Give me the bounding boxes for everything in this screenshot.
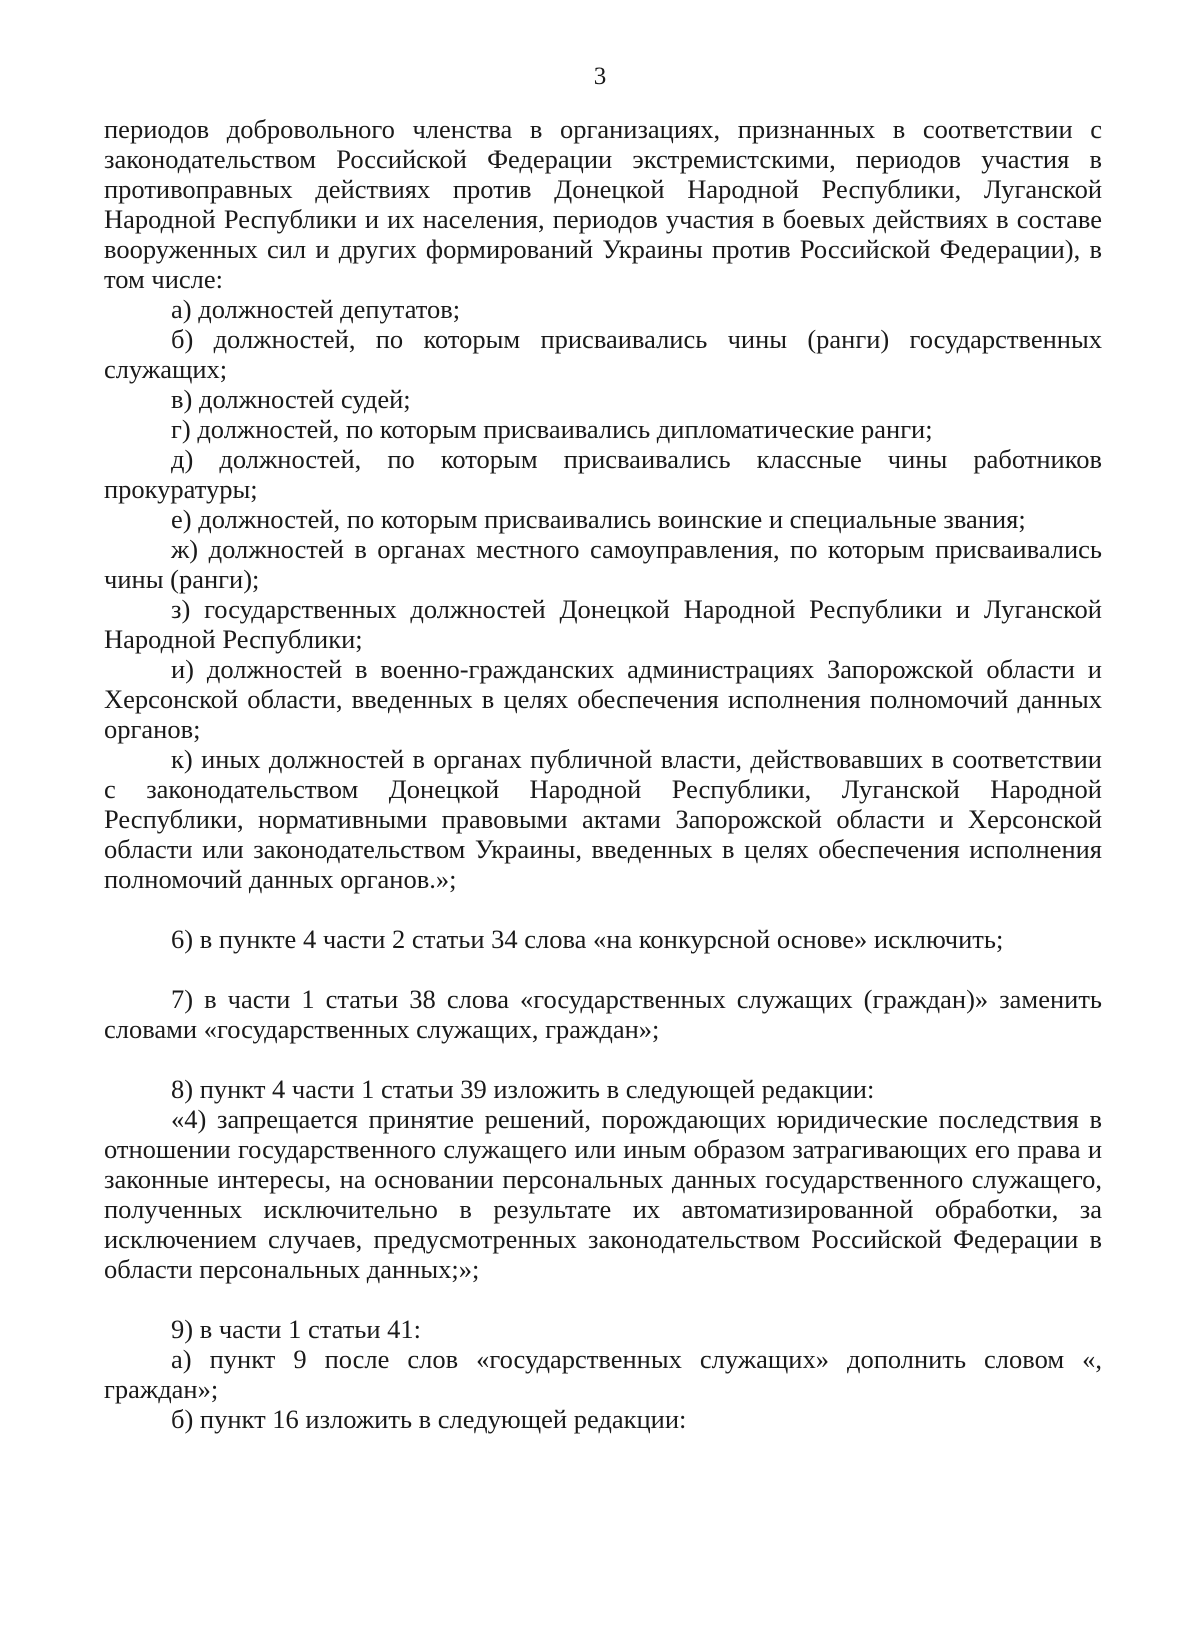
paragraph-continuation: периодов добровольного членства в организациях, признанных в соответствии с законодательством Российской Федерации экстремистскими, периодов участия в противоправных действиях против Донецкой Народной Республики, Луганской Народной Республики и их населения, периодов участия в боевых действиях в составе вооруженных сил и других формирований Украины против Российской Федерации), в том числе: — [104, 114, 1102, 294]
list-item-d: д) должностей, по которым присваивались классные чины работников прокуратуры; — [104, 444, 1102, 504]
list-item-z: з) государственных должностей Донецкой Народной Республики и Луганской Народной Республики; — [104, 594, 1102, 654]
list-item-v: в) должностей судей; — [171, 384, 411, 414]
document-body — [104, 114, 1102, 1434]
list-item-zh: ж) должностей в органах местного самоуправления, по которым присваивались чины (ранги); — [104, 534, 1102, 594]
amendment-item-6: 6) в пункте 4 части 2 статьи 34 слова «на конкурсной основе» исключить; — [171, 924, 1004, 954]
sub-item-b: б) пункт 16 изложить в следующей редакции: — [171, 1404, 687, 1434]
list-item-e: е) должностей, по которым присваивались воинские и специальные звания; — [171, 504, 1026, 534]
list-item-b: б) должностей, по которым присваивались чины (ранги) государственных служащих; — [104, 324, 1102, 384]
amendment-item-7: 7) в части 1 статьи 38 слова «государственных служащих (граждан)» заменить словами «государственных служащих, граждан»; — [104, 984, 1102, 1044]
page-number: 3 — [593, 63, 607, 90]
amendment-item-9: 9) в части 1 статьи 41: — [171, 1314, 422, 1344]
list-item-g: г) должностей, по которым присваивались дипломатические ранги; — [171, 414, 933, 444]
quoted-provision: «4) запрещается принятие решений, порождающих юридические последствия в отношении государственного служащего или иным образом затрагивающих его права и законные интересы, на основании персональных данных государственного служащего, полученных исключительно в результате их автоматизированной обработки, за исключением случаев, предусмотренных законодательством Российской Федерации в области персональных данных;»; — [104, 1104, 1102, 1284]
list-item-k: к) иных должностей в органах публичной власти, действовавших в соответствии с законодательством Донецкой Народной Республики, Луганской Народной Республики, нормативными правовыми актами Запорожской области и Херсонской области или законодательством Украины, введенных в целях обеспечения исполнения полномочий данных органов.»; — [104, 744, 1102, 894]
list-item-i: и) должностей в военно-гражданских администрациях Запорожской области и Херсонской области, введенных в целях обеспечения исполнения полномочий данных органов; — [104, 654, 1102, 744]
sub-item-a: а) пункт 9 после слов «государственных служащих» дополнить словом «, граждан»; — [104, 1344, 1102, 1404]
list-item-a: а) должностей депутатов; — [171, 294, 461, 324]
amendment-item-8: 8) пункт 4 части 1 статьи 39 изложить в следующей редакции: — [171, 1074, 875, 1104]
